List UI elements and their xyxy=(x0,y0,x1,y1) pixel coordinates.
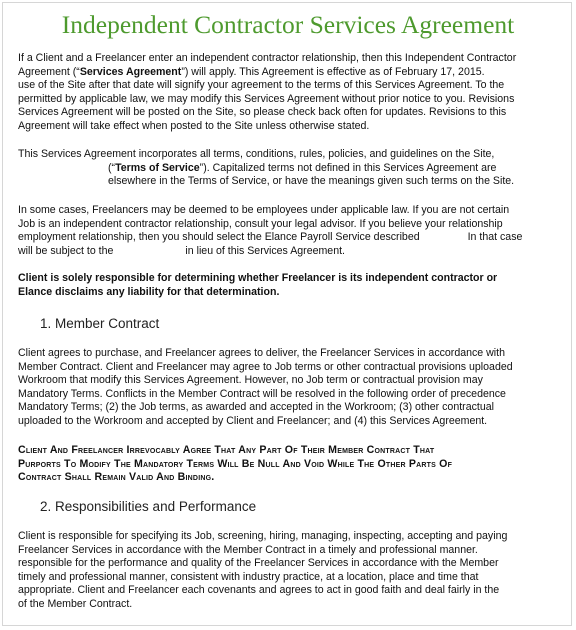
text-line: Services Agreement will be posted on the Site, so please check back often for updates. Revisions to this xyxy=(18,106,507,118)
text-line: Mandatory Terms; (2) the Job terms, as awarded and accepted in the Workroom; (3) other contractual xyxy=(18,401,494,413)
text-line: responsible for the performance and quality of the Freelancer Services in accordance with the Member xyxy=(18,557,499,569)
section-heading-member-contract: 1. Member Contract xyxy=(40,316,160,331)
text-line: Workroom that modify this Services Agreement. However, no Job term or contractual provision may xyxy=(18,374,483,386)
text-line: Client agrees to purchase, and Freelancer agrees to deliver, the Freelancer Services in accordance with xyxy=(18,347,505,359)
text-line: elsewhere in the Terms of Service, or have the meanings given such terms on the Site. xyxy=(108,175,515,187)
member-contract-paragraph xyxy=(18,347,560,428)
services-agreement-term: Services Agreement xyxy=(79,65,182,78)
text-line: Member Contract. Client and Freelancer may agree to Job terms or other contractual provisions uploaded xyxy=(18,360,513,373)
text-line: timely and professional manner, consistent with industry practice, at a location, place and time that xyxy=(18,570,479,583)
text-line: uploaded to the Workroom and accepted by Client and Freelancer; and (4) this Services Agreement. xyxy=(18,414,488,427)
text-line: permitted by applicable law, we may modify this Services Agreement without prior notice to you. Revisions xyxy=(18,92,515,105)
text-line: Mandatory Terms. Conflicts in the Member Contract will be resolved in the following order of precedence xyxy=(18,387,506,400)
text-line: Freelancer Services in accordance with the Member Contract in a timely and professional manner. xyxy=(18,543,478,556)
text-line: This Services Agreement incorporates all terms, conditions, rules, policies, and guidelines on the Site, xyxy=(18,148,495,160)
text-line: Elance disclaims any liability for that determination. xyxy=(18,285,280,298)
intro-paragraph xyxy=(18,52,560,133)
incorporates-paragraph xyxy=(18,148,560,189)
employees-paragraph xyxy=(18,204,560,258)
document-title: Independent Contractor Services Agreement xyxy=(61,10,515,39)
text-line: Agreement will take effect when posted to the Site unless otherwise stated. xyxy=(18,119,370,132)
responsibility-paragraph xyxy=(18,272,560,299)
text-line: Client And Freelancer Irrevocably Agree That Any Part Of Their Member Contract That xyxy=(18,444,435,456)
terms-of-service-term: Terms of Service xyxy=(115,161,200,174)
text-line: Agreement (“Services Agreement”) will apply. This Agreement is effective as of February 17, 2015. xyxy=(18,65,485,78)
section-heading-responsibilities: 2. Responsibilities and Performance xyxy=(40,499,257,514)
text-line: (“Terms of Service”). Capitalized terms not defined in this Services Agreement are xyxy=(108,161,497,174)
text-line: Contract Shall Remain Valid And Binding. xyxy=(18,471,215,483)
text-line: use of the Site after that date will signify your agreement to the terms of this Services Agreement. To the xyxy=(18,79,505,91)
text-line: employment relationship, then you should select the Elance Payroll Service described In that case xyxy=(18,231,523,243)
text-line: will be subject to the in lieu of this Services Agreement. xyxy=(18,244,345,257)
text-line: If a Client and a Freelancer enter an independent contractor relationship, then this Independent Contractor xyxy=(18,52,517,64)
text-line: Purports To Modify The Mandatory Terms Will Be Null And Void While The Other Parts Of xyxy=(18,457,453,470)
text-line: Client is solely responsible for determining whether Freelancer is its independent contractor or xyxy=(18,272,498,284)
responsibilities-paragraph xyxy=(18,530,560,611)
irrevocable-agreement-clause xyxy=(18,443,560,484)
text-line: In some cases, Freelancers may be deemed to be employees under applicable law. If you are not certain xyxy=(18,204,510,216)
text-line: of the Member Contract. xyxy=(18,597,133,610)
text-line: appropriate. Client and Freelancer each covenants and agrees to act in good faith and deal fairly in the xyxy=(18,584,500,596)
text-line: Job is an independent contractor relationship, consult your legal advisor. If you believe your relationship xyxy=(18,217,503,230)
text-line: Client is responsible for specifying its Job, screening, hiring, managing, inspecting, accepting and paying xyxy=(18,530,508,542)
